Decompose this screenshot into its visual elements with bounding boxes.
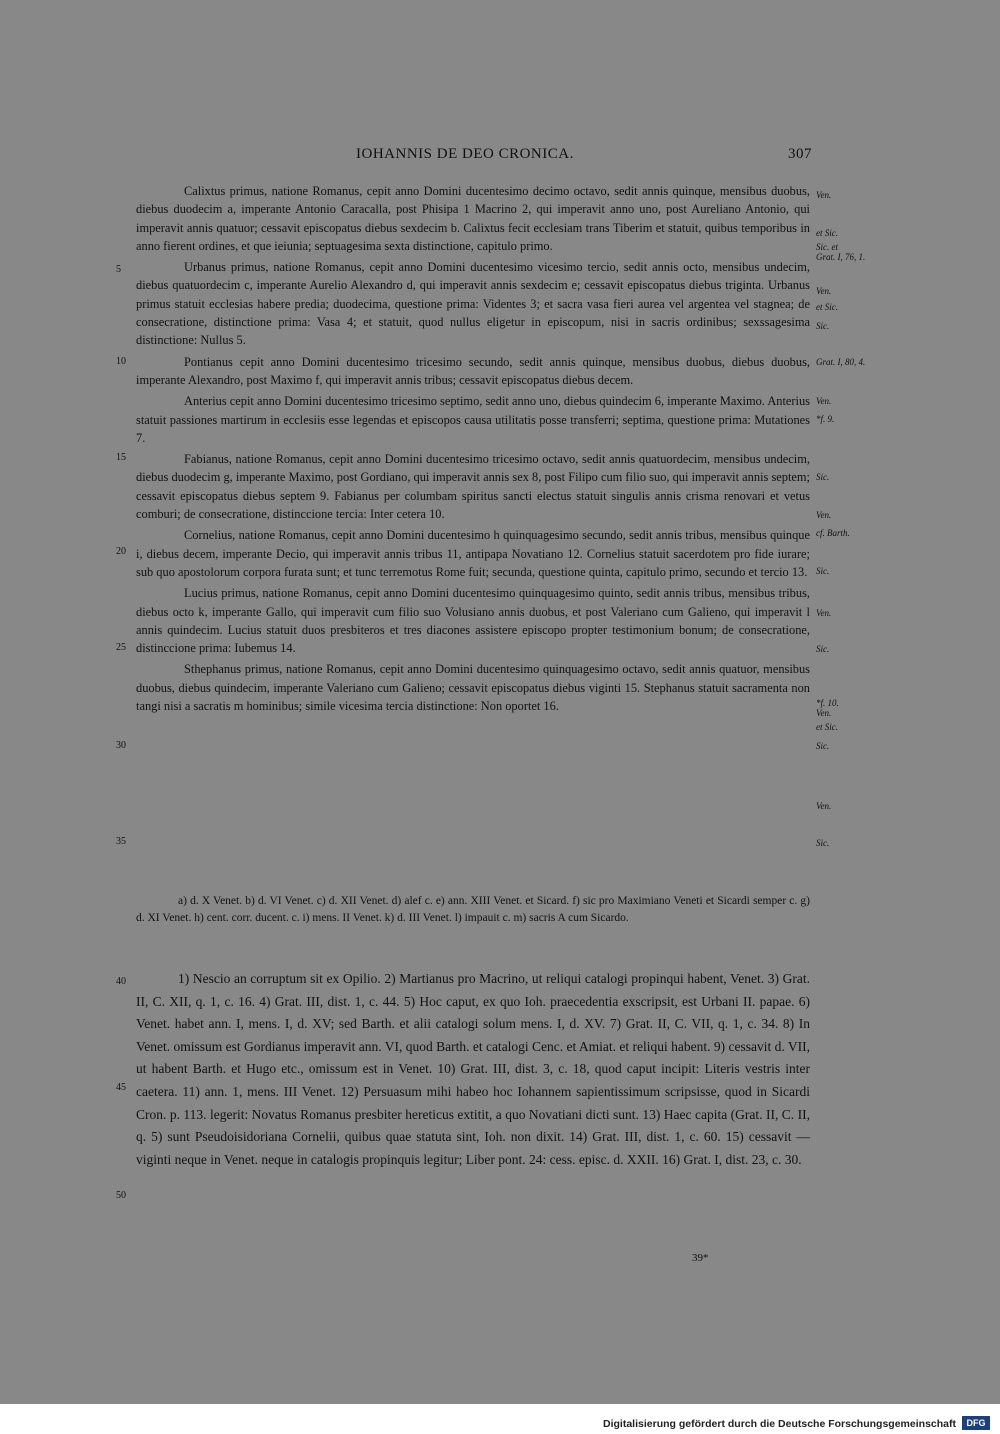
- page-number: 307: [788, 146, 812, 162]
- dfg-logo: DFG: [962, 1416, 990, 1430]
- line-number: 50: [116, 1190, 126, 1201]
- margin-note: et Sic.: [816, 228, 838, 238]
- margin-note: Ven.: [816, 708, 832, 718]
- line-number: 15: [116, 452, 126, 463]
- margin-note: Sic.: [816, 321, 830, 331]
- margin-note: Grat. I, 76, 1.: [816, 252, 866, 262]
- footnotes: 1) Nescio an corruptum sit ex Opilio. 2) Martianus pro Macrino, ut reliqui catalogi propinqui habent, Venet. 3) Grat. II, C. XII, q. 1, c. 16. 4) Grat. III, dist. 1, c. 44. 5) Hoc caput, ex quo Ioh. praecedentia exscripsit, est Urbani II. papae. 6) Venet. habet ann. I, mens. I, d. XV; sed Barth. et alii catalogi solum mens. I, d. XV. 7) Grat. II, C. VII, q. 1, c. 34. 8) In Venet. omissum est Gordianus imperavit ann. VI, quod Barth. et catalogi Cenc. et Amiat. et reliqui habent. 9) cessavit d. VII, ut habent Barth. et Hugo etc., omissum est in Venet. 10) Grat. III, dist. 3, c. 18, quod caput incipit: Literis vestris inter caetera. 11) ann. 1, mens. III Venet. 12) Persuasum mihi habeo hoc Iohannem sapientissimum scripsisse, quod in Sicardi Cron. p. 113. legerit: Novatus Romanus presbiter hereticus extitit, a quo Novatiani dicti sunt. 13) Haec capita (Grat. II, C. II, q. 5) sunt Pseudoisidoriana Cornelii, quibus quae statuta sint, Ioh. non dixit. 14) Grat. III, dist. 1, c. 60. 15) cessavit — viginti neque in Venet. neque in catalogis propinquis legitur; Liber pont. 24: cess. episc. d. XXII. 16) Grat. I, dist. 23, c. 30.: [136, 971, 810, 1167]
- margin-note: Sic.: [816, 838, 830, 848]
- margin-note: *f. 9.: [816, 414, 835, 424]
- margin-note: Sic.: [816, 741, 830, 751]
- margin-note: *f. 10.: [816, 698, 839, 708]
- paragraph-lucius: Lucius primus, natione Romanus, cepit anno Domini ducentesimo quinquagesimo quinto, sedit annis tribus, mensibus tribus, diebus octo k, imperante Gallo, qui imperavit cum filio suo Volusiano annis duobus, et post Valeriano cum Galieno, qui imperavit l annis quindecim. Lucius statuit duos presbiteros et tres diacones assistere episcopo propter testimonium bonum; de consecratione, distinccione prima: Iubemus 14.: [136, 586, 810, 656]
- paragraph-sthephanus: Sthephanus primus, natione Romanus, cepit anno Domini ducentesimo quinquagesimo octavo, sedit annis quatuor, mensibus duobus, diebus quindecim, imperante Valeriano cum Galieno; cessavit episcopatus diebus viginti 15. Stephanus statuit sacramenta non tangi nisi a sacratis m hominibus; simile vicesima tercia distinctione: Non oportet 16.: [136, 662, 810, 714]
- margin-note: Sic.: [816, 644, 830, 654]
- line-number: 45: [116, 1082, 126, 1093]
- running-title: IOHANNIS DE DEO CRONICA.: [356, 146, 574, 162]
- margin-note: Ven.: [816, 510, 832, 520]
- paragraph-calixtus: Calixtus primus, natione Romanus, cepit anno Domini ducentesimo decimo octavo, sedit annis quinque, mensibus duobus, diebus duodecim a, imperante Antonio Caracalla, post Phisipa 1 Macrino 2, qui imperavit anno uno, post Aureliano Antonio, qui imperavit annis quatuor; cessavit episcopatus diebus sexdecim b. Calixtus fecit ecclesiam trans Tiberim et statuit, quibus temporibus in anno fierent ordines, et que ieiunia; septuagesima sexta distinctione, capitulo primo.: [136, 184, 810, 253]
- paragraph-fabianus: Fabianus, natione Romanus, cepit anno Domini ducentesimo tricesimo octavo, sedit annis quatuordecim, mensibus undecim, diebus duodecim g, imperante Maximo, post Gordiano, qui imperavit annis sex 8, post Filipo cum filio suo, qui imperavit annis septem; cessavit episcopatus diebus septem 9. Fabianus per columbam spiritus sancti electus statuit singulis annis crisma renovari et vetus comburi; de consecratione, distinccione tercia: Inter cetera 10.: [136, 452, 810, 522]
- margin-note: Grat. I, 80, 4.: [816, 357, 866, 367]
- main-text: [136, 182, 810, 718]
- page-header: [0, 146, 1000, 170]
- line-number: 35: [116, 836, 126, 847]
- signature-mark: 39*: [692, 1252, 709, 1264]
- line-number: 10: [116, 356, 126, 367]
- margin-note: et Sic.: [816, 722, 838, 732]
- margin-note: Sic.: [816, 472, 830, 482]
- margin-note: Ven.: [816, 190, 832, 200]
- margin-note: Ven.: [816, 286, 832, 296]
- margin-note: cf. Barth.: [816, 528, 850, 538]
- line-number: 5: [116, 264, 121, 275]
- line-number: 20: [116, 546, 126, 557]
- paragraph-pontianus: Pontianus cepit anno Domini ducentesimo tricesimo secundo, sedit annis quinque, mensibus duobus, diebus duobus, imperante Alexandro, post Maximo f, qui imperavit annis tribus; cessavit episcopatus diebus decem.: [136, 354, 810, 387]
- funding-notice: Digitalisierung gefördert durch die Deutsche Forschungsgemeinschaft: [603, 1418, 956, 1430]
- margin-note: et Sic.: [816, 302, 838, 312]
- margin-note: Ven.: [816, 396, 832, 406]
- margin-note: Ven.: [816, 801, 832, 811]
- footer-bar: [0, 1404, 1000, 1434]
- paragraph-urbanus: Urbanus primus, natione Romanus, cepit anno Domini ducentesimo vicesimo tercio, sedit annis octo, mensibus undecim, diebus quatuordecim c, imperante Aurelio Alexandro d, qui imperavit annis sexdecim e; cessavit episcopatus diebus triginta. Urbanus primus statuit ecclesias habere predia; duodecima, questione prima: Videntes 3; et sacra vasa fieri aurea vel argentea vel stagnea; de consecratione, distinctione prima: Vasa 4; et statuit, quod nullus eligetur in episcopum, nisi in sacris ordinibus; sexssagesima distinctione: Nullus 5.: [136, 260, 810, 348]
- margin-note: Sic. et: [816, 242, 838, 252]
- line-number: 25: [116, 642, 126, 653]
- margin-note: Sic.: [816, 566, 830, 576]
- paragraph-cornelius: Cornelius, natione Romanus, cepit anno Domini ducentesimo h quinquagesimo secundo, sedit annis tribus, mensibus quinque i, diebus decem, imperante Decio, qui imperavit annis tribus 11, antipapa Novatiano 12. Cornelius statuit sacerdotem pro fide iurare; sub quo apostolorum corpora furata sunt; et tunc terremotus Rome fuit; secunda, questione quinta, capitulo primo, secundo et tercio 13.: [136, 528, 810, 579]
- line-number: 30: [116, 740, 126, 751]
- paragraph-anterius: Anterius cepit anno Domini ducentesimo tricesimo septimo, sedit anno uno, diebus quindecim 6, imperante Maximo. Anterius statuit passiones martirum in ecclesiis esse legendas et episcopos causa utilitatis posse transferri; septima, questione prima: Mutationes 7.: [136, 394, 810, 445]
- critical-apparatus: a) d. X Venet. b) d. VI Venet. c) d. XII Venet. d) alef c. e) ann. XIII Venet. et Sicard. f) sic pro Maximiano Veneti et Sicardi semper c. g) d. XI Venet. h) cent. corr. ducent. c. i) mens. II Venet. k) d. III Venet. l) impauit c. m) sacris A cum Sicardo.: [136, 895, 810, 924]
- margin-note: Ven.: [816, 608, 832, 618]
- line-number: 40: [116, 976, 126, 987]
